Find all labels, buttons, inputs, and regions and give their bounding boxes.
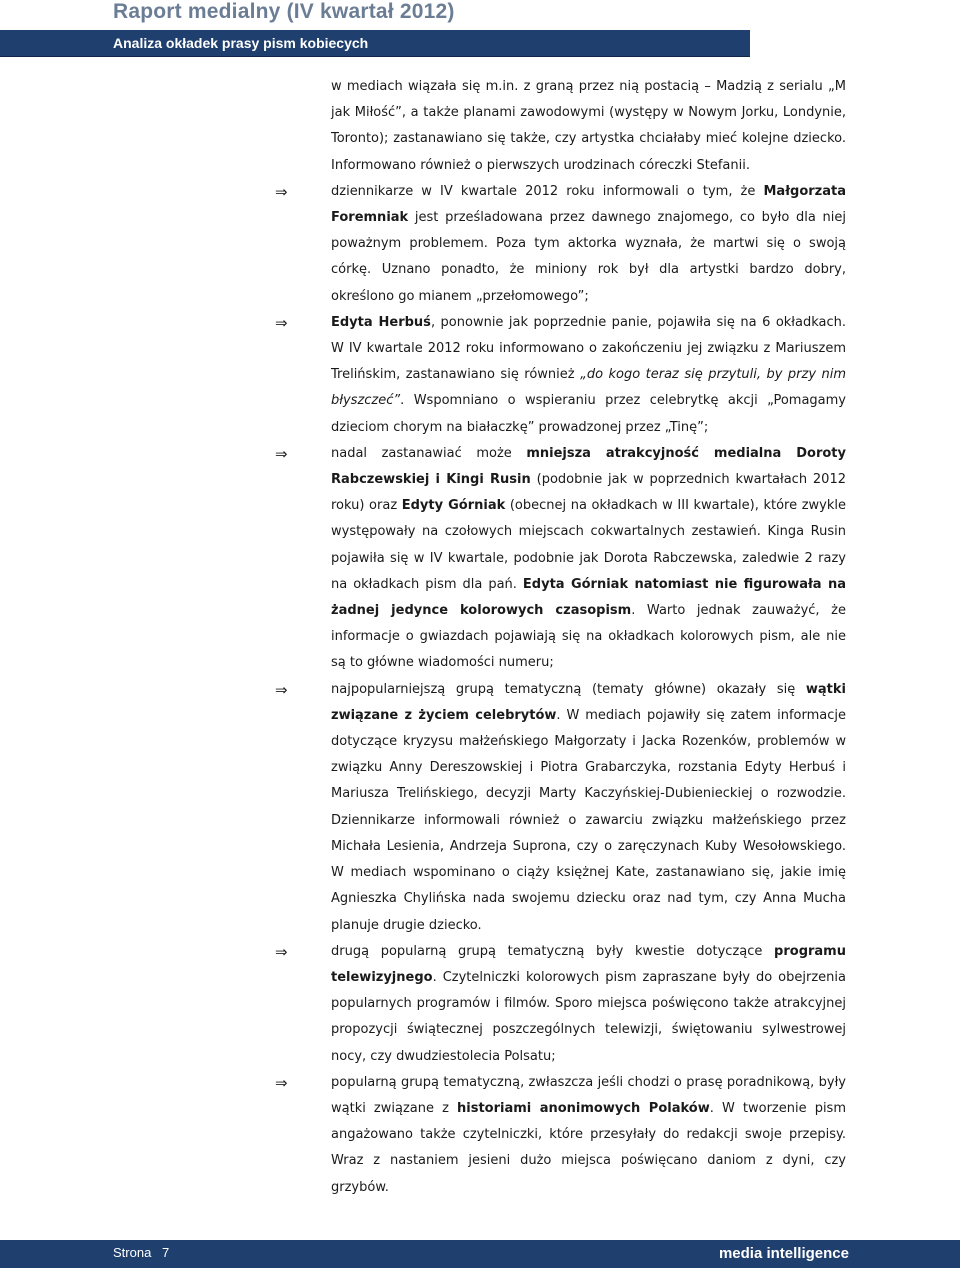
double-right-arrow-icon: ⇒ [275, 444, 288, 463]
bold-text: Edyta Herbuś [331, 314, 431, 330]
text-run: (obecnej na okładkach w III kwartale), które zwykle występowały na czołowych miejscach cokwartalnych zestawień. Kinga Rusin pojawiła się w IV kwartale, podobnie jak Dorota Rabczewska, zaledwie 2 razy na okładkach pism dla pań. [331, 498, 846, 592]
double-right-arrow-icon: ⇒ [275, 680, 288, 699]
text-run: popularną grupą tematyczną, zwłaszcza jeśli chodzi o prasę poradnikową, były wątki związane z [331, 1074, 846, 1116]
bullet-paragraph [275, 179, 846, 310]
page-number: 7 [162, 1245, 170, 1260]
double-right-arrow-icon: ⇒ [275, 313, 288, 332]
text-run: (podobnie jak w poprzednich kwartałach 2012 roku) oraz [331, 472, 846, 514]
bold-text: mniejsza atrakcyjność medialna Doroty Rabczewskiej i Kingi Rusin [331, 445, 846, 488]
document-subtitle: Analiza okładek prasy pism kobiecych [113, 35, 369, 51]
page-label: Strona [113, 1245, 152, 1260]
bullet-paragraph [275, 1070, 846, 1201]
text-run: najpopularniejszą grupą tematyczną (tematy główne) okazały się [331, 681, 806, 697]
bold-text: Edyty Górniak [401, 498, 506, 514]
bold-text: Małgorzata Foremniak [331, 183, 846, 226]
text-run: w mediach wiązała się m.in. z graną przez nią postacią – Madzią z serialu „M jak Miłość”, a także planami zawodowymi (występy w Nowym Jorku, Londynie, Toronto); zastanawiano się także, czy artystka chciałaby mieć kolejne dziecko. Informowano również o pierwszych urodzinach córeczki Stefanii. [331, 79, 846, 173]
body-content [275, 74, 846, 1201]
paragraph [331, 74, 846, 179]
bold-text: historiami anonimowych Polaków [457, 1100, 710, 1116]
text-run: . W tworzenie pism angażowano także czytelniczki, które przesyłały do redakcji swoje przepisy. Wraz z nastaniem jesieni dużo miejsca poświęcano daniom z dyni, czy grzybów. [331, 1100, 846, 1195]
text-run: . Wspomniano o wspieraniu przez celebrytkę akcji „Pomagamy dzieciom chorym na białaczkę” prowadzonej przez „Tinę”; [331, 393, 846, 435]
brand-name: media intelligence [718, 1245, 849, 1262]
bullet-paragraph [275, 677, 846, 939]
text-run: , ponownie jak poprzednie panie, pojawiła się na 6 okładkach. W IV kwartale 2012 roku informowano o zakończeniu jej związku z Mariuszem Trelińskim, zastanawiano się również [331, 314, 846, 383]
double-right-arrow-icon: ⇒ [275, 942, 288, 961]
subtitle-bar [0, 30, 750, 57]
bullet-paragraph [275, 310, 846, 441]
text-run: jest prześladowana przez dawnego znajomego, co było dla niej poważnym problemem. Poza tym aktorka wyznała, że martwi się o swoją córkę. Uznano ponadto, że miniony rok był dla artystki bardzo dobry, określono go mianem „przełomowego”; [331, 210, 846, 304]
text-run: . W mediach pojawiły się zatem informacje dotyczące kryzysu małżeńskiego Małgorzaty i Jacka Rozenków, problemów w związku Anny Dereszowskiej i Piotra Grabarczyka, rozstania Edyty Herbuś i Mariusza Trelińskiego, decyzji Marty Kaczyńskiej-Dubienieckiej o rozwodzie. Dziennikarze informowali również o zawarciu związku małżeńskiego przez Michała Lesienia, Andrzeja Suprona, czy o zaręczynach Kuby Wesołowskiego. W mediach wspominano o ciąży księżnej Kate, zastanawiano się, jakie imię Agnieszka Chylińska nada swojemu dziecku oraz nad tym, czy Anna Mucha planuje drugie dziecko. [331, 707, 846, 933]
double-right-arrow-icon: ⇒ [275, 1073, 288, 1092]
bold-text: programu telewizyjnego [331, 943, 846, 985]
italic-text: „do kogo teraz się przytuli, by przy nim błyszczeć” [331, 367, 846, 409]
text-run: . Warto jednak zauważyć, że informacje o gwiazdach pojawiają się na okładkach kolorowych pism, ale nie są to główne wiadomości numeru; [331, 603, 846, 671]
text-run: dziennikarze w IV kwartale 2012 roku informowali o tym, że [331, 183, 764, 199]
document-title: Raport medialny (IV kwartał 2012) [113, 0, 455, 23]
text-run: . Czytelniczki kolorowych pism zapraszane były do obejrzenia popularnych programów i filmów. Sporo miejsca poświęcono także atrakcyjnej propozycji świątecznej poszczególnych telewizji, świętowaniu sylwestrowej nocy, czy dwudziestolecia Polsatu; [331, 969, 846, 1064]
text-run: nadal zastanawiać może [331, 445, 527, 461]
double-right-arrow-icon: ⇒ [275, 182, 288, 201]
bold-text: wątki związane z życiem celebrytów [331, 681, 846, 723]
text-run: drugą popularną grupą tematyczną były kwestie dotyczące [331, 943, 775, 959]
bullet-paragraph [275, 939, 846, 1070]
bold-text: Edyta Górniak natomiast nie figurowała na żadnej jedynce kolorowych czasopism [331, 576, 846, 619]
bullet-paragraph [275, 441, 846, 677]
footer-bar [0, 1240, 960, 1268]
